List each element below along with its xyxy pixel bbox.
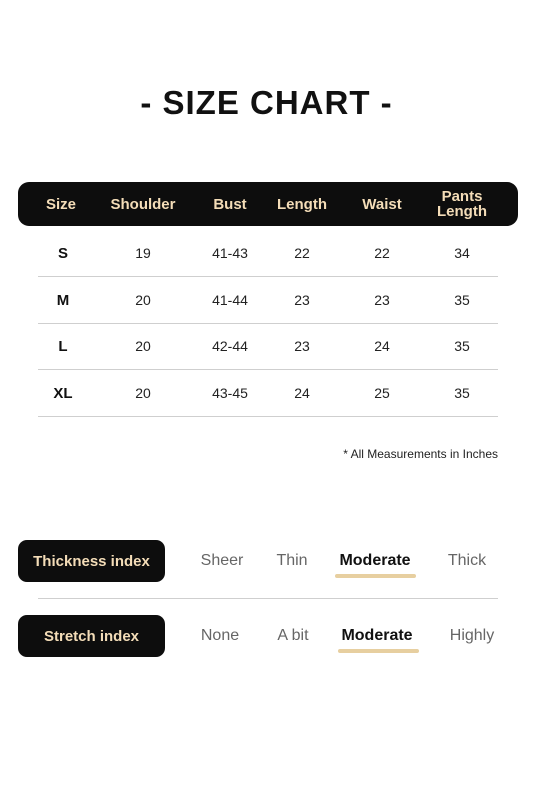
thickness-index-label: Thickness index — [18, 540, 165, 582]
cell-pants-length: 35 — [454, 385, 470, 401]
cell-bust: 41-44 — [212, 292, 248, 308]
table-header — [18, 182, 518, 226]
cell-length: 24 — [294, 385, 310, 401]
cell-shoulder: 20 — [135, 292, 151, 308]
cell-waist: 22 — [374, 245, 390, 261]
header-shoulder: Shoulder — [110, 195, 176, 213]
cell-size: M — [56, 291, 70, 309]
table-row — [38, 370, 498, 417]
cell-length: 22 — [294, 245, 310, 261]
thickness-option-moderate-selected: Moderate — [339, 552, 411, 569]
header-waist: Waist — [362, 195, 402, 213]
cell-pants-length: 35 — [454, 338, 470, 354]
page-title: - SIZE CHART - — [140, 84, 393, 121]
thickness-option-sheer: Sheer — [200, 552, 244, 569]
stretch-option-a-bit: A bit — [277, 627, 309, 644]
table-row — [38, 323, 498, 370]
cell-shoulder: 19 — [135, 245, 151, 261]
measurement-note: * All Measurements in Inches — [343, 447, 498, 461]
divider — [38, 598, 498, 599]
stretch-index-label: Stretch index — [18, 615, 165, 657]
header-pants-length: Pants Length — [437, 188, 487, 220]
cell-waist: 24 — [374, 338, 390, 354]
cell-size: L — [58, 337, 68, 355]
cell-waist: 25 — [374, 385, 390, 401]
cell-bust: 43-45 — [212, 385, 248, 401]
cell-shoulder: 20 — [135, 385, 151, 401]
stretch-selected-underline — [338, 649, 419, 653]
header-length: Length — [277, 195, 327, 213]
cell-bust: 41-43 — [212, 245, 248, 261]
cell-length: 23 — [294, 292, 310, 308]
stretch-option-highly: Highly — [449, 627, 495, 644]
thickness-option-thick: Thick — [447, 552, 487, 569]
header-bust: Bust — [213, 195, 247, 213]
cell-pants-length: 35 — [454, 292, 470, 308]
cell-waist: 23 — [374, 292, 390, 308]
cell-length: 23 — [294, 338, 310, 354]
table-row — [38, 277, 498, 324]
cell-shoulder: 20 — [135, 338, 151, 354]
header-size: Size — [45, 195, 76, 213]
cell-bust: 42-44 — [212, 338, 248, 354]
thickness-selected-underline — [335, 574, 416, 578]
cell-pants-length: 34 — [454, 245, 470, 261]
cell-size: S — [57, 244, 68, 262]
cell-size: XL — [53, 384, 73, 402]
thickness-option-thin: Thin — [276, 552, 308, 569]
stretch-option-moderate-selected: Moderate — [341, 627, 413, 644]
table-row — [38, 230, 498, 277]
stretch-option-none: None — [200, 627, 240, 644]
